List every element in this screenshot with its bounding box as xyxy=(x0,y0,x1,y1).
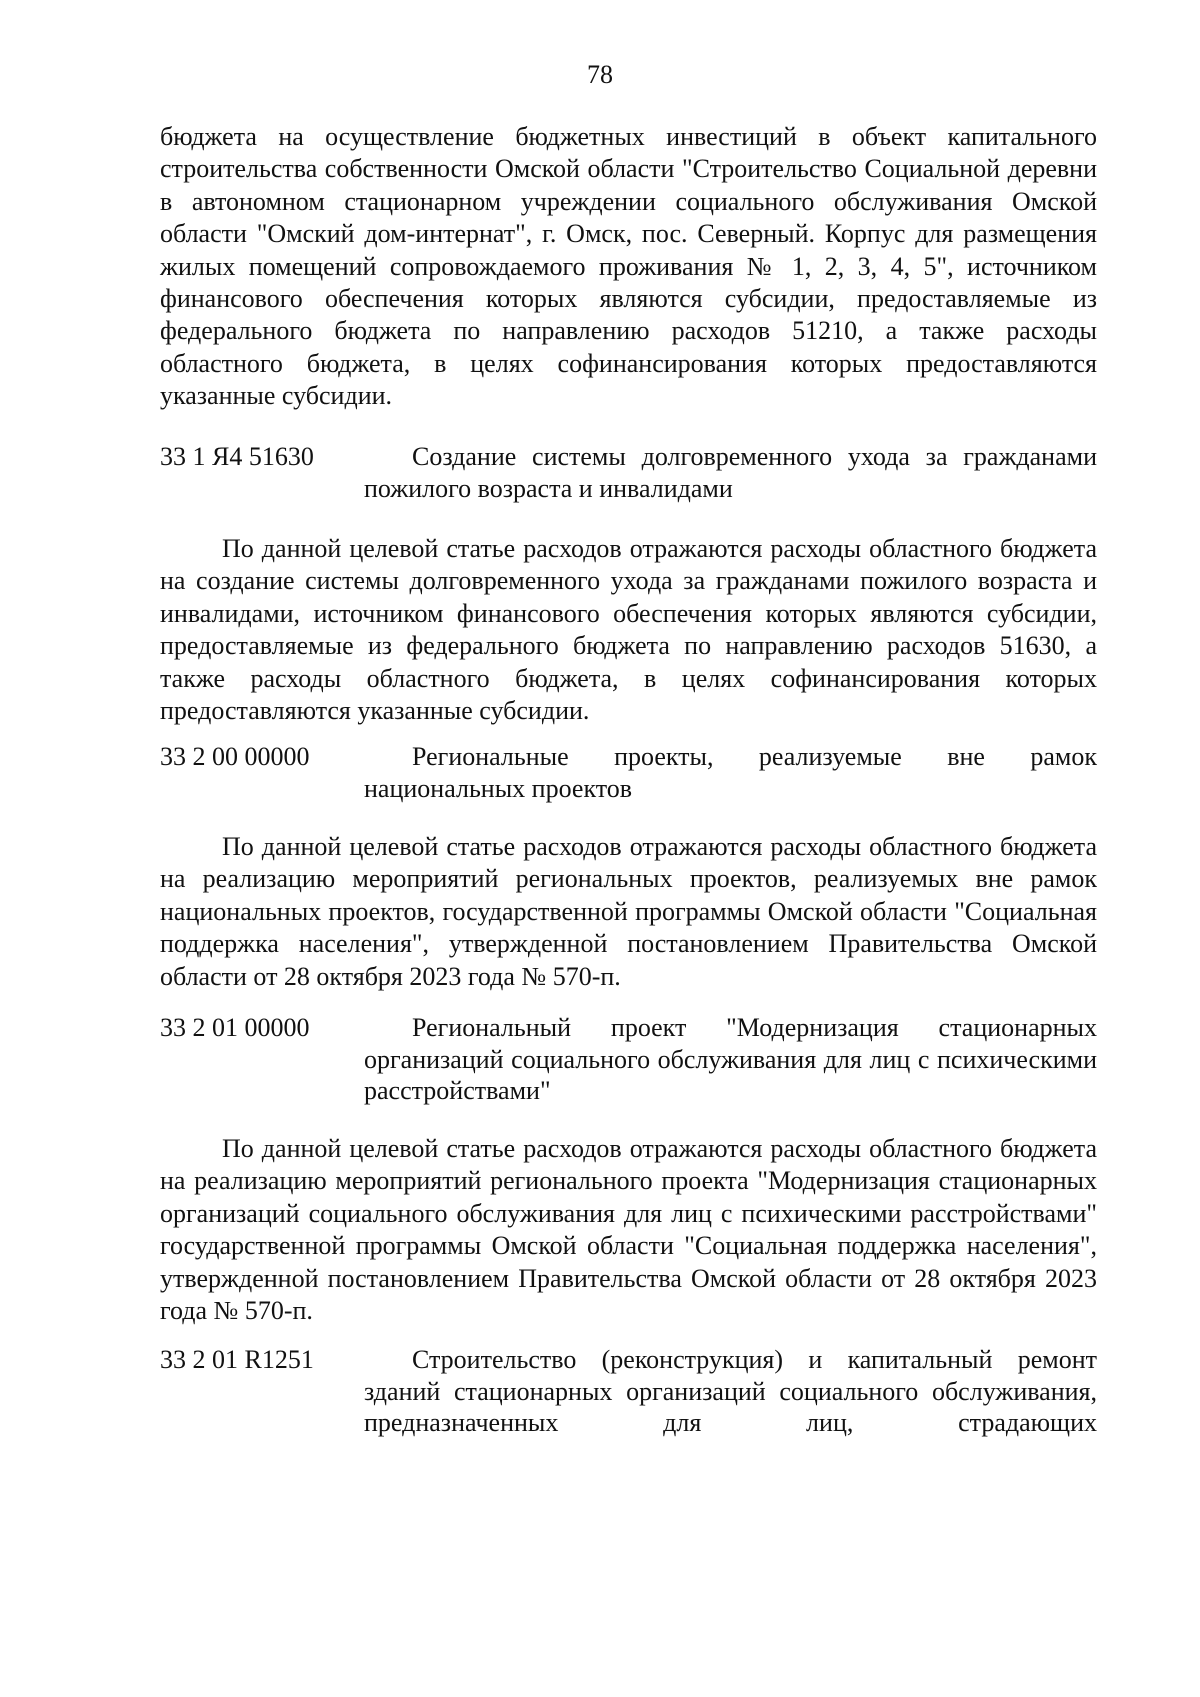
paragraph-description: По данной целевой статье расходов отражаются расходы областного бюджета на реализацию мероприятий регионального проекта "Модернизация стационарных организаций социального обслуживания для лиц с психическими расстройствами" государственной программы Омской области "Социальная поддержка населения", утвержденной постановлением Правительства Омской области от 28 октября 2023 года № 570-п. xyxy=(160,1134,1097,1326)
budget-entry-title: Создание системы долговременного ухода за гражданами пожилого возраста и инвалидами xyxy=(364,442,1097,503)
budget-entry-title: Региональные проекты, реализуемые вне рамок национальных проектов xyxy=(364,742,1097,803)
budget-code: 33 2 01 R1251 xyxy=(160,1345,314,1374)
budget-code: 33 1 Я4 51630 xyxy=(160,442,314,471)
budget-code: 33 2 00 00000 xyxy=(160,742,310,771)
page-number: 78 xyxy=(587,60,613,89)
paragraph-description: По данной целевой статье расходов отражаются расходы областного бюджета на создание системы долговременного ухода за гражданами пожилого возраста и инвалидами, источником финансового обеспечения которых являются субсидии, предоставляемые из федерального бюджета по направлению расходов 51630, а также расходы областного бюджета, в целях софинансирования которых предоставляются указанные субсидии. xyxy=(160,534,1097,726)
budget-entry-title: Строительство (реконструкция) и капитальный ремонт зданий стационарных организаций социального обслуживания, предназначенных для лиц, страдающих xyxy=(364,1345,1097,1437)
budget-entry-title: Региональный проект "Модернизация стационарных организаций социального обслуживания для лиц с психическими расстройствами" xyxy=(364,1013,1097,1105)
paragraph-continuation: бюджета на осуществление бюджетных инвестиций в объект капитального строительства собственности Омской области "Строительство Социальной деревни в автономном стационарном учреждении социального обслуживания Омской области "Омский дом-интернат", г. Омск, пос. Северный. Корпус для размещения жилых помещений сопровождаемого проживания № 1, 2, 3, 4, 5", источником финансового обеспечения которых являются субсидии, предоставляемые из федерального бюджета по направлению расходов 51210, а также расходы областного бюджета, в целях софинансирования которых предоставляются указанные субсидии. xyxy=(160,122,1097,411)
paragraph-description: По данной целевой статье расходов отражаются расходы областного бюджета на реализацию мероприятий региональных проектов, реализуемых вне рамок национальных проектов, государственной программы Омской области "Социальная поддержка населения", утвержденной постановлением Правительства Омской области от 28 октября 2023 года № 570-п. xyxy=(160,832,1097,991)
budget-code: 33 2 01 00000 xyxy=(160,1013,310,1042)
